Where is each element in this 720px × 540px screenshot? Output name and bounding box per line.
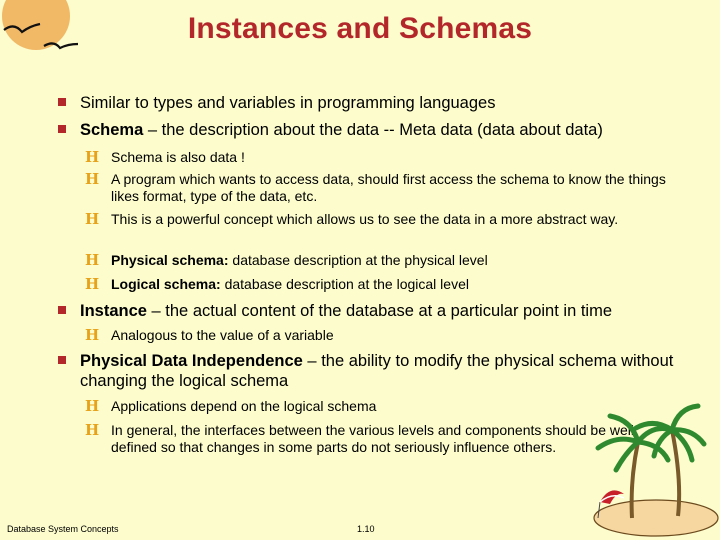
list-item-term: Instance [80,302,147,320]
h-bullet-icon: H [85,170,100,188]
list-item-text: – the actual content of the database at a particular point in time [146,302,612,320]
square-bullet-icon [58,356,66,364]
h-bullet-icon: H [85,326,100,344]
list-item-text: This is a powerful concept which allows us to see the data in a more abstract way. [111,211,619,227]
list-item-text: In general, the interfaces between the various levels and components should be well defined so that changes in some parts do not seriously influence others. [111,422,634,455]
list-item-text: – the ability to modify the physical schema without changing the logical schema [80,352,674,390]
list-item-text: Similar to types and variables in programming languages [80,94,496,112]
list-item [80,301,680,321]
square-bullet-icon [58,125,66,133]
h-bullet-icon: H [85,210,100,228]
h-bullet-icon: H [85,148,100,166]
list-item-term: Schema [80,121,144,139]
sub-list-item [85,210,681,228]
sub-list-item [85,275,681,293]
palm-island-icon [560,390,720,540]
square-bullet-icon [58,98,66,106]
list-item [80,93,680,113]
page-number: 1.10 [357,524,375,534]
page-title: Instances and Schemas [187,12,533,45]
list-item-text: – the description about the data -- Meta data (data about data) [143,121,603,139]
square-bullet-icon [58,306,66,314]
list-item [80,120,680,140]
list-item-text: A program which wants to access data, should first access the schema to know the things likes format, type of the data, etc. [111,171,666,204]
list-item-text: database description at the logical level [220,276,469,292]
h-bullet-icon: H [85,275,100,293]
sub-list-item [85,170,681,205]
h-bullet-icon: H [85,251,100,269]
list-item-text: Analogous to the value of a variable [111,327,334,343]
h-bullet-icon: H [85,397,100,415]
list-item-text: database description at the physical level [228,252,488,268]
sub-list-item [85,251,681,269]
list-item-text: Schema is also data ! [111,149,245,165]
list-item-term: Physical schema: [111,252,229,268]
sub-list-item [85,326,681,344]
list-item-text: Applications depend on the logical schema [111,398,377,414]
list-item-term: Logical schema: [111,276,221,292]
footer-title: Database System Concepts [7,524,119,534]
h-bullet-icon: H [85,421,100,439]
list-item [80,351,675,391]
sub-list-item [85,148,681,166]
list-item-term: Physical Data Independence [80,352,303,370]
